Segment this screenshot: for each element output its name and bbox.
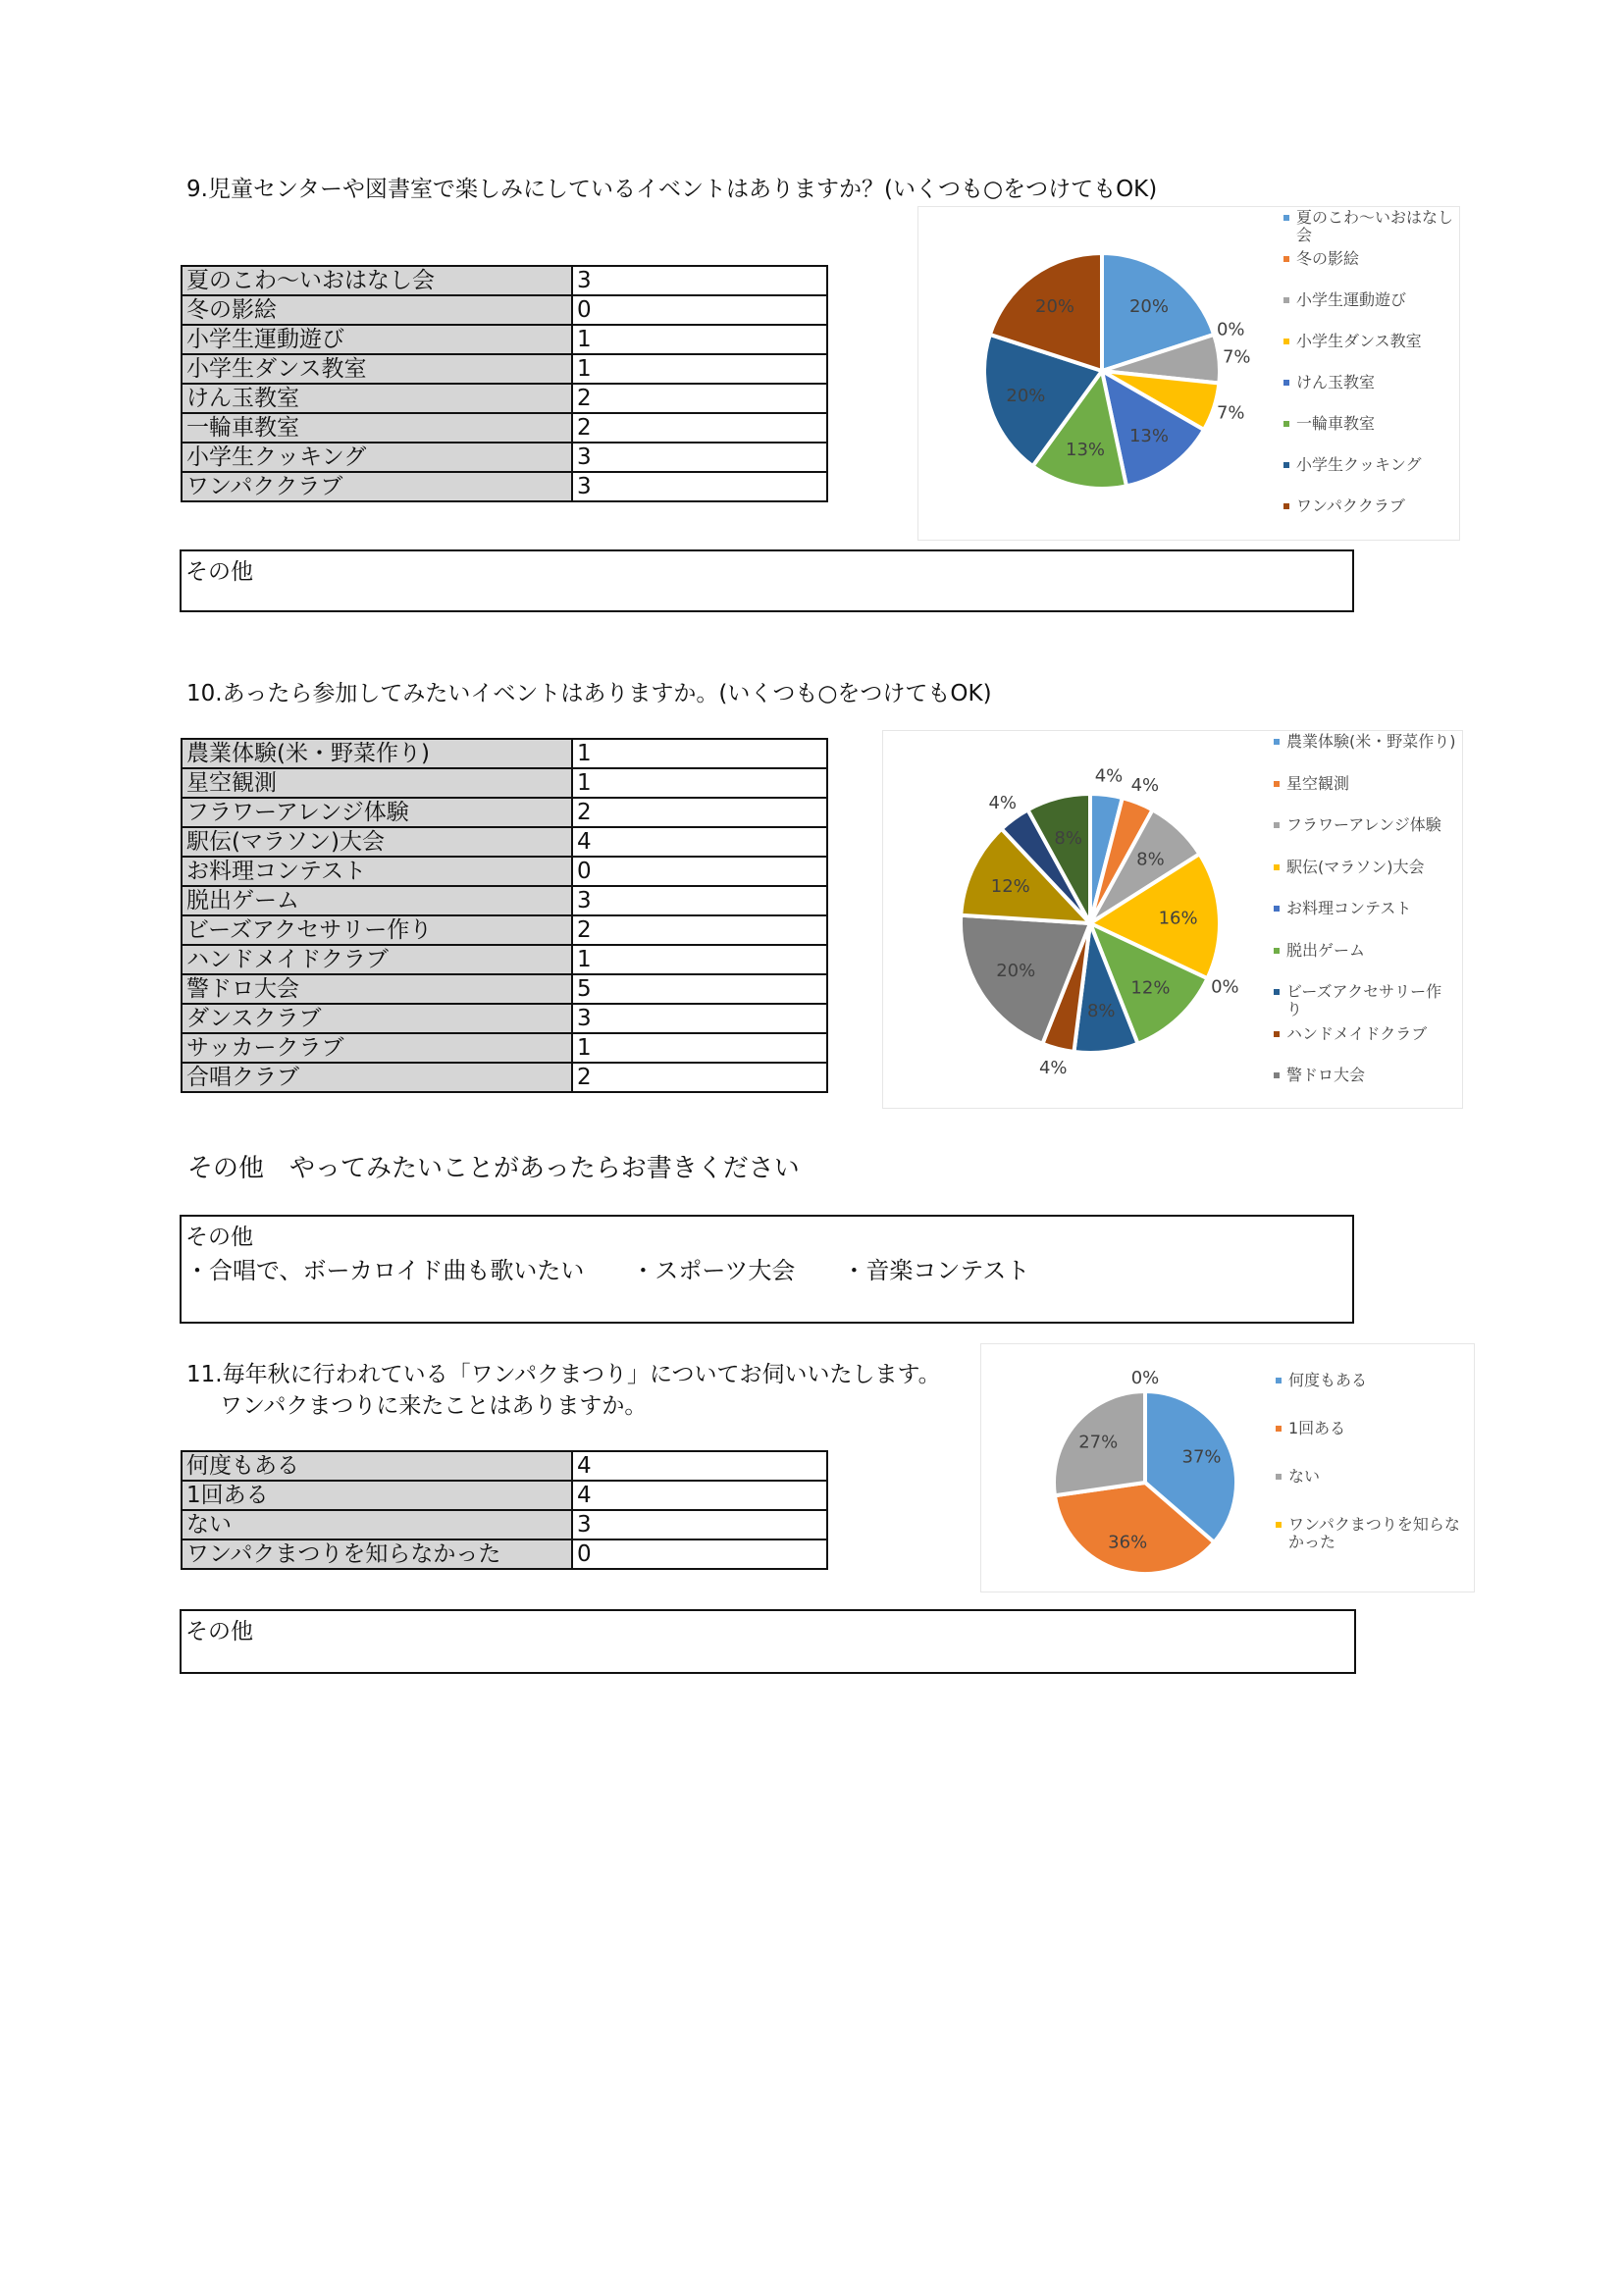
data-label: 4%: [988, 793, 1018, 814]
table-row: [182, 325, 827, 354]
legend-label: 何度もある: [1288, 1371, 1368, 1389]
legend-label: 小学生運動遊び: [1296, 290, 1407, 309]
table-row: [182, 1063, 827, 1092]
q11-table: [181, 1450, 828, 1570]
legend-item: [1274, 733, 1456, 775]
legend-item: [1274, 1067, 1456, 1109]
legend-label: 1回ある: [1288, 1419, 1346, 1437]
row-value: 1: [572, 325, 827, 354]
row-value: 2: [572, 915, 827, 945]
legend-label: 星空観測: [1286, 773, 1350, 793]
legend-label: 夏のこわ～いおはなし会: [1296, 208, 1454, 244]
chart-legend: [1276, 1372, 1468, 1564]
q9-title: 9.児童センターや図書室で楽しみにしているイベントはありますか？(いくつも○をつけてもOK): [186, 177, 1158, 202]
legend-swatch: [1274, 989, 1280, 995]
legend-item: [1276, 1372, 1468, 1420]
legend-label: 脱出ゲーム: [1286, 940, 1366, 960]
row-value: 1: [572, 354, 827, 384]
row-label: 脱出ゲーム: [182, 886, 572, 915]
legend-item: [1274, 983, 1456, 1025]
q10-table: [181, 738, 828, 1093]
data-label: 8%: [1054, 828, 1082, 850]
legend-swatch: [1283, 380, 1289, 386]
legend-label: フラワーアレンジ体験: [1286, 815, 1441, 834]
row-label: ビーズアクセサリー作り: [182, 915, 572, 945]
row-value: 4: [572, 1481, 827, 1510]
table-row: [182, 1481, 827, 1510]
legend-label: けん玉教室: [1296, 373, 1376, 391]
table-row: [182, 886, 827, 915]
chart-legend: [1274, 733, 1456, 1109]
legend-swatch: [1283, 462, 1289, 468]
data-label: 36%: [1108, 1532, 1148, 1553]
legend-swatch: [1274, 864, 1280, 870]
legend-swatch: [1276, 1522, 1282, 1528]
row-value: 5: [572, 974, 827, 1004]
legend-label: ワンパククラブ: [1296, 496, 1405, 515]
row-value: 3: [572, 266, 827, 295]
legend-label: ワンパクまつりを知らなかった: [1288, 1515, 1460, 1551]
q11-title-line1: 11.毎年秋に行われている「ワンパクまつり」についてお伺いいたします。: [186, 1362, 941, 1387]
legend-item: [1283, 456, 1453, 497]
row-label: 一輪車教室: [182, 413, 572, 443]
row-label: 小学生ダンス教室: [182, 354, 572, 384]
row-value: 1: [572, 1033, 827, 1063]
legend-swatch: [1274, 822, 1280, 828]
row-label: 警ドロ大会: [182, 974, 572, 1004]
table-row: [182, 739, 827, 768]
q11-other-label: その他: [185, 1619, 253, 1644]
table-row: [182, 384, 827, 413]
data-label: 7%: [1222, 346, 1251, 368]
row-value: 3: [572, 472, 827, 501]
row-label: ハンドメイドクラブ: [182, 945, 572, 974]
legend-swatch: [1274, 948, 1280, 954]
row-value: 3: [572, 886, 827, 915]
q9-pie-chart: [917, 206, 1460, 541]
q10-other-box[interactable]: [180, 1215, 1354, 1324]
legend-swatch: [1283, 339, 1289, 344]
data-label: 20%: [1128, 295, 1169, 317]
table-row: [182, 768, 827, 798]
q10-free-heading: その他 やってみたいことがあったらお書きください: [187, 1154, 800, 1183]
row-value: 1: [572, 739, 827, 768]
legend-item: [1274, 775, 1456, 817]
legend-item: [1274, 1025, 1456, 1068]
row-label: お料理コンテスト: [182, 857, 572, 886]
legend-label: 警ドロ大会: [1286, 1066, 1366, 1084]
q9-other-label: その他: [185, 559, 253, 585]
data-label: 13%: [1128, 426, 1169, 447]
row-label: 冬の影絵: [182, 295, 572, 325]
row-label: ワンパククラブ: [182, 472, 572, 501]
row-value: 0: [572, 295, 827, 325]
legend-swatch: [1276, 1474, 1282, 1480]
q10-other-text: ・合唱で、ボーカロイド曲も歌いたい ・スポーツ大会 ・音楽コンテスト: [185, 1257, 1030, 1284]
data-label: 20%: [1035, 295, 1075, 317]
row-label: けん玉教室: [182, 384, 572, 413]
table-row: [182, 827, 827, 857]
data-label: 0%: [1130, 1368, 1160, 1389]
legend-swatch: [1283, 421, 1289, 427]
row-label: 駅伝(マラソン)大会: [182, 827, 572, 857]
legend-swatch: [1283, 503, 1289, 509]
row-label: フラワーアレンジ体験: [182, 798, 572, 827]
row-label: 小学生クッキング: [182, 443, 572, 472]
table-row: [182, 266, 827, 295]
row-value: 2: [572, 1063, 827, 1092]
q10-title: 10.あったら参加してみたいイベントはありますか。(いくつも○をつけてもOK): [186, 681, 992, 706]
row-value: 4: [572, 1451, 827, 1481]
row-value: 1: [572, 945, 827, 974]
row-label: 農業体験(米・野菜作り): [182, 739, 572, 768]
row-value: 3: [572, 443, 827, 472]
legend-item: [1283, 374, 1453, 415]
legend-label: 冬の影絵: [1296, 249, 1360, 268]
row-value: 2: [572, 413, 827, 443]
data-label: 8%: [1086, 1001, 1116, 1022]
row-value: 2: [572, 384, 827, 413]
legend-item: [1274, 816, 1456, 859]
q10-pie-chart: [882, 730, 1463, 1109]
legend-item: [1283, 415, 1453, 456]
data-label: 20%: [1006, 386, 1046, 407]
row-value: 0: [572, 857, 827, 886]
q9-table: [181, 265, 828, 502]
row-value: 2: [572, 798, 827, 827]
row-label: 小学生運動遊び: [182, 325, 572, 354]
data-label: 8%: [1136, 849, 1165, 870]
legend-swatch: [1274, 1072, 1280, 1078]
legend-item: [1283, 497, 1453, 539]
table-row: [182, 798, 827, 827]
legend-item: [1283, 291, 1453, 333]
data-label: 4%: [1130, 774, 1160, 796]
row-label: ワンパクまつりを知らなかった: [182, 1539, 572, 1569]
table-row: [182, 443, 827, 472]
legend-swatch: [1274, 781, 1280, 787]
table-row: [182, 1539, 827, 1569]
table-row: [182, 857, 827, 886]
table-row: [182, 354, 827, 384]
data-label: 16%: [1158, 908, 1198, 929]
legend-item: [1276, 1420, 1468, 1468]
legend-swatch: [1274, 1031, 1280, 1037]
data-label: 7%: [1216, 402, 1245, 424]
row-label: 夏のこわ～いおはなし会: [182, 266, 572, 295]
legend-swatch: [1283, 256, 1289, 262]
table-row: [182, 915, 827, 945]
data-label: 12%: [1130, 977, 1171, 999]
table-row: [182, 1004, 827, 1033]
legend-swatch: [1276, 1426, 1282, 1432]
row-value: 3: [572, 1510, 827, 1539]
table-row: [182, 974, 827, 1004]
data-label: 0%: [1216, 319, 1245, 340]
legend-item: [1283, 250, 1453, 291]
legend-item: [1274, 942, 1456, 984]
legend-item: [1276, 1468, 1468, 1516]
data-label: 4%: [1094, 765, 1124, 787]
data-label: 37%: [1181, 1446, 1222, 1468]
table-row: [182, 1451, 827, 1481]
legend-swatch: [1283, 215, 1289, 221]
q10-other-label: その他: [185, 1225, 253, 1250]
legend-item: [1283, 209, 1453, 250]
data-label: 12%: [990, 875, 1030, 897]
chart-legend: [1283, 209, 1453, 539]
legend-swatch: [1276, 1378, 1282, 1383]
legend-label: 小学生クッキング: [1296, 455, 1422, 474]
legend-label: 一輪車教室: [1296, 414, 1376, 433]
legend-label: お料理コンテスト: [1286, 899, 1412, 917]
table-row: [182, 472, 827, 501]
table-row: [182, 413, 827, 443]
row-label: 1回ある: [182, 1481, 572, 1510]
legend-item: [1274, 859, 1456, 901]
legend-swatch: [1274, 739, 1280, 745]
table-row: [182, 295, 827, 325]
row-label: 星空観測: [182, 768, 572, 798]
legend-item: [1274, 900, 1456, 942]
legend-swatch: [1283, 297, 1289, 303]
row-label: サッカークラブ: [182, 1033, 572, 1063]
row-label: 合唱クラブ: [182, 1063, 572, 1092]
legend-label: ない: [1288, 1467, 1321, 1486]
legend-item: [1276, 1516, 1468, 1564]
table-row: [182, 945, 827, 974]
row-label: 何度もある: [182, 1451, 572, 1481]
legend-swatch: [1274, 906, 1280, 912]
q11-title-line2: ワンパクまつりに来たことはありますか。: [220, 1393, 648, 1419]
row-value: 0: [572, 1539, 827, 1569]
table-row: [182, 1510, 827, 1539]
row-value: 4: [572, 827, 827, 857]
row-label: ダンスクラブ: [182, 1004, 572, 1033]
data-label: 4%: [1038, 1058, 1068, 1079]
table-row: [182, 1033, 827, 1063]
data-label: 0%: [1211, 976, 1239, 998]
q11-pie-chart: [980, 1343, 1475, 1592]
legend-label: ハンドメイドクラブ: [1286, 1023, 1428, 1043]
data-label: 20%: [996, 961, 1036, 982]
q9-other-box[interactable]: [180, 549, 1354, 612]
data-label: 27%: [1078, 1432, 1119, 1453]
row-label: ない: [182, 1510, 572, 1539]
row-value: 1: [572, 768, 827, 798]
legend-item: [1283, 333, 1453, 374]
legend-label: 小学生ダンス教室: [1296, 332, 1422, 350]
legend-label: ビーズアクセサリー作り: [1286, 982, 1442, 1018]
legend-label: 駅伝(マラソン)大会: [1286, 857, 1425, 876]
q11-other-box[interactable]: [180, 1609, 1356, 1674]
data-label: 13%: [1066, 439, 1106, 460]
legend-label: 農業体験(米・野菜作り): [1286, 732, 1456, 751]
row-value: 3: [572, 1004, 827, 1033]
